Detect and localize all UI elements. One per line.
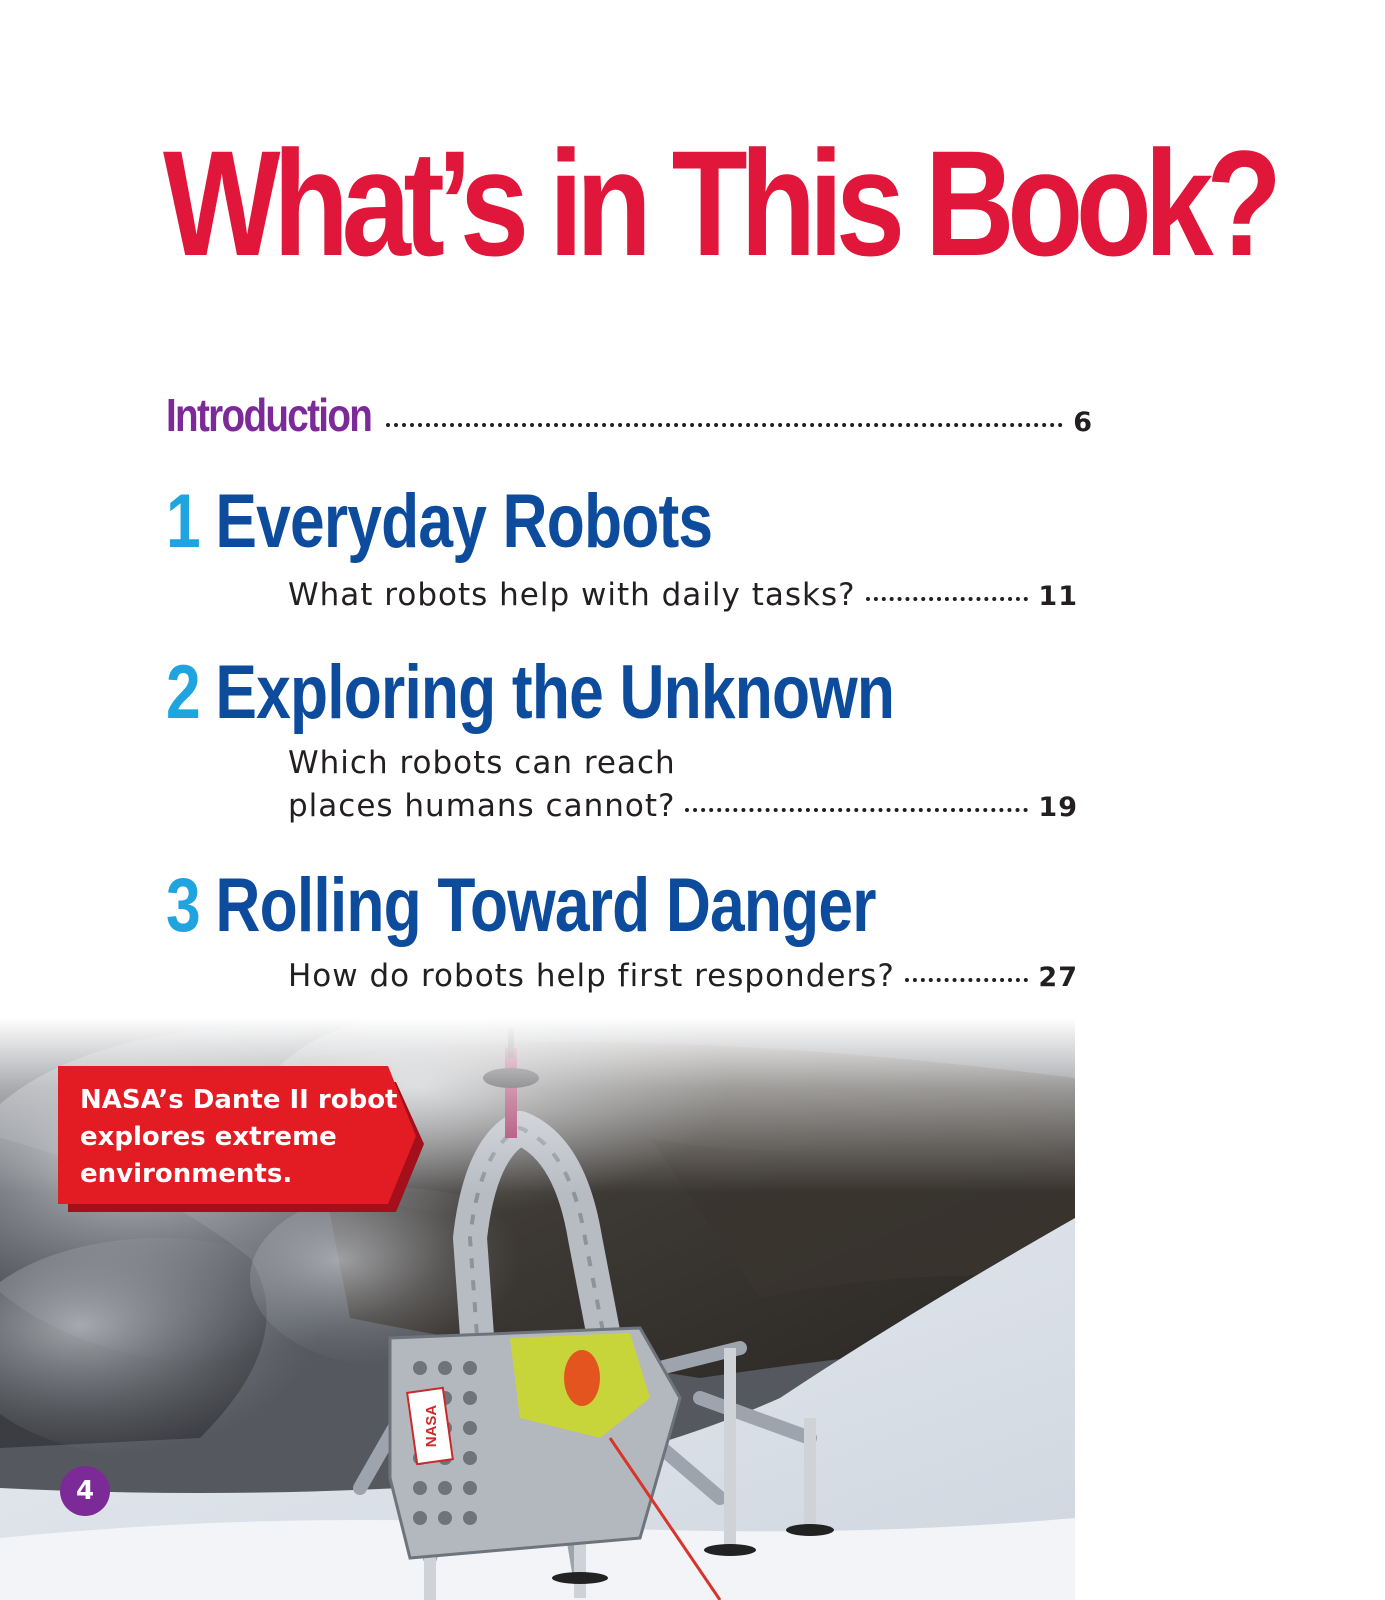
toc-entry-introduction[interactable] <box>166 388 1092 442</box>
toc-introduction-page: 6 <box>1073 407 1092 438</box>
toc-introduction-label: Introduction <box>166 389 372 441</box>
chapter-question-line: How do robots help first responders? <box>288 958 895 994</box>
chapter-page: 19 <box>1038 792 1078 823</box>
toc-leader-dots <box>386 423 1063 427</box>
chapter-number: 1 <box>166 479 201 564</box>
chapter-title: Exploring the Unknown <box>215 650 895 735</box>
toc-chapter-3[interactable] <box>166 863 876 948</box>
chapter-page: 11 <box>1038 581 1078 612</box>
toc-chapter-2[interactable] <box>166 650 895 735</box>
photo-caption: NASA’s Dante II robot explores extreme environments. <box>80 1085 398 1189</box>
toc-leader-dots <box>685 808 1028 812</box>
chapter-question-line: Which robots can reach <box>288 745 676 781</box>
chapter-title: Everyday Robots <box>215 479 713 564</box>
chapter-number: 3 <box>166 863 201 948</box>
toc-chapter-1[interactable] <box>166 479 713 564</box>
chapter-number: 2 <box>166 650 201 735</box>
chapter-page: 27 <box>1038 962 1078 993</box>
chapter-question-line: What robots help with daily tasks? <box>288 577 856 613</box>
toc-leader-dots <box>866 597 1029 601</box>
chapter-question-line: places humans cannot? <box>288 788 676 824</box>
toc-chapter-1-question[interactable] <box>288 574 1078 618</box>
toc-leader-dots <box>905 978 1029 982</box>
toc-chapter-3-question[interactable] <box>288 955 1078 999</box>
photo-caption-callout <box>58 1066 426 1218</box>
toc-chapter-2-question[interactable] <box>288 742 1078 829</box>
page-title: What’s in This Book? <box>163 119 1275 287</box>
page-number-badge: 4 <box>60 1466 110 1516</box>
chapter-title: Rolling Toward Danger <box>215 863 876 948</box>
